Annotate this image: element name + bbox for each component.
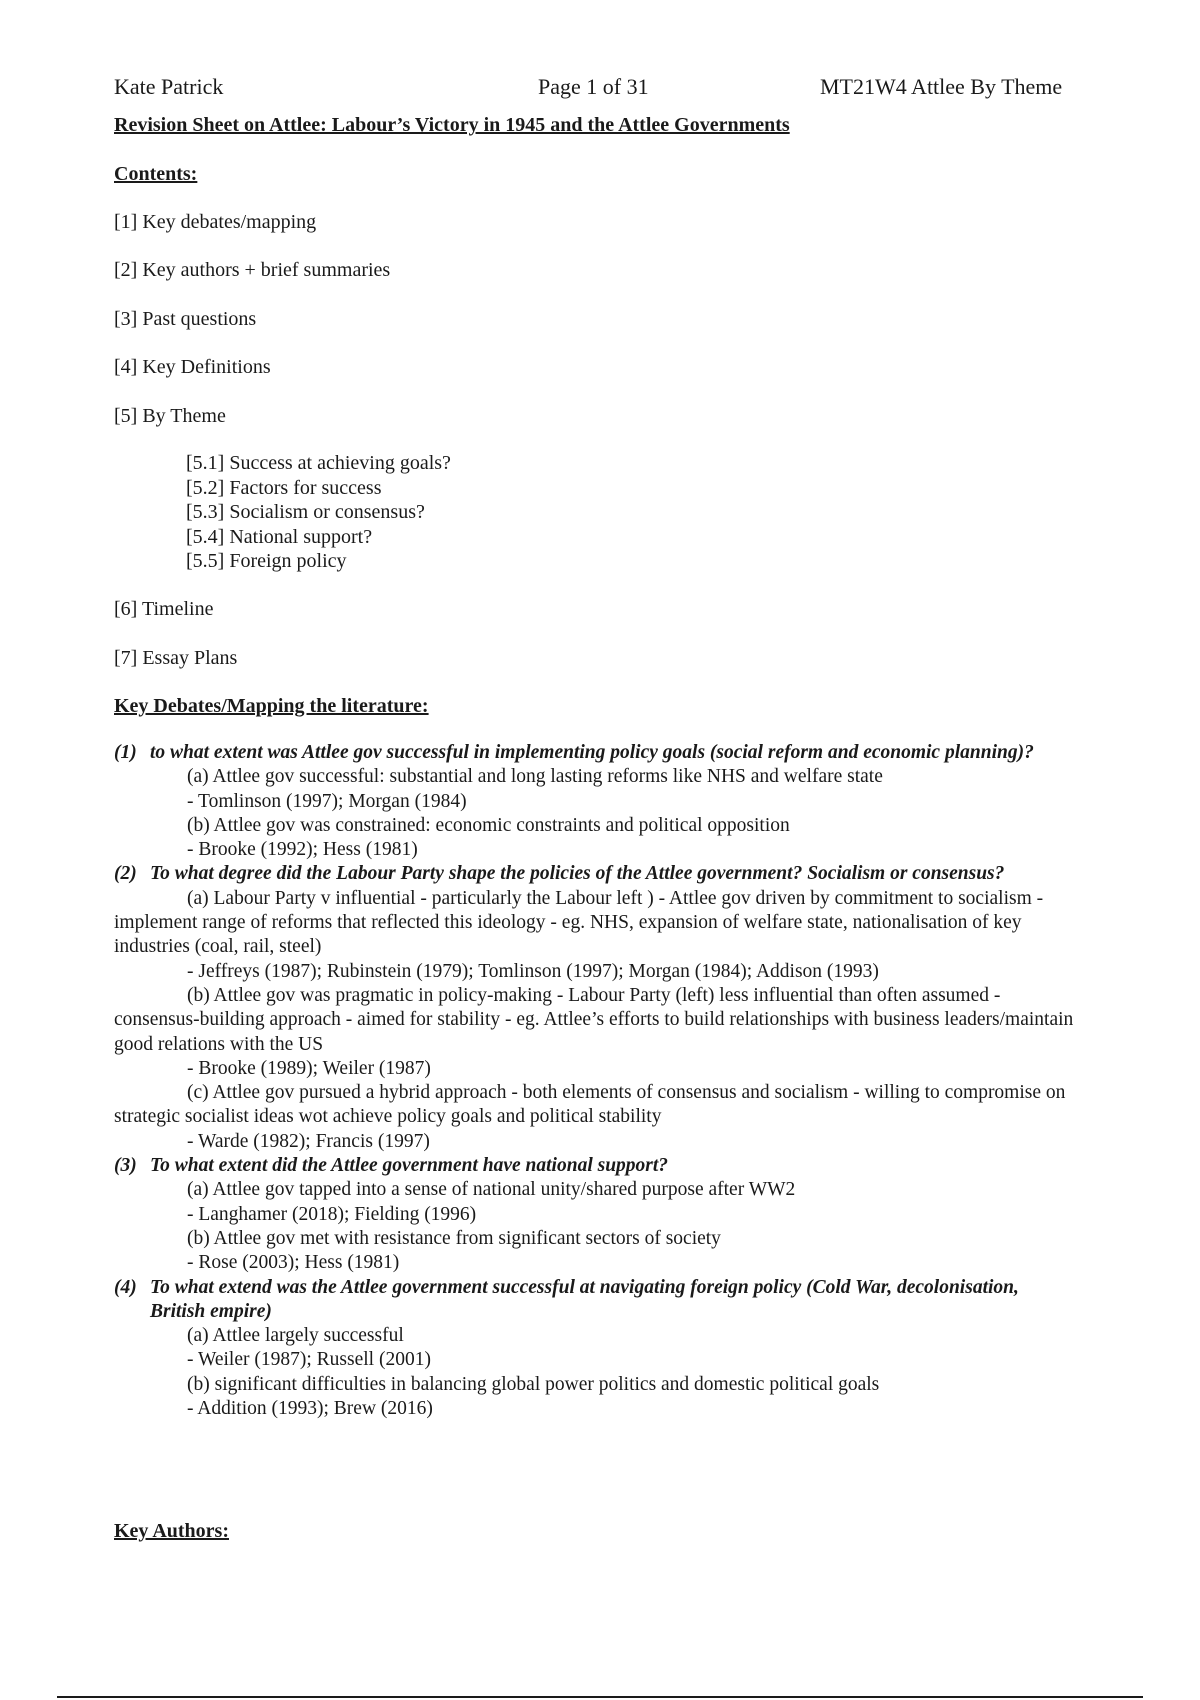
debate-question-4 xyxy=(114,1276,1074,1325)
debate-line: (a) Attlee gov successful: substantial and long lasting reforms like NHS and welfare state xyxy=(187,766,883,788)
debate-references: - Weiler (1987); Russell (2001) xyxy=(187,1349,431,1371)
debate-paragraph: (c) Attlee gov pursued a hybrid approach - both elements of consensus and socialism - willing to compromise on strategic socialist ideas wot achieve policy goals and political stability xyxy=(114,1082,1066,1128)
debate-references: - Jeffreys (1987); Rubinstein (1979); Tomlinson (1997); Morgan (1984); Addison (1993) xyxy=(187,960,879,982)
debate-question-1 xyxy=(114,741,1074,765)
debate-references: - Tomlinson (1997); Morgan (1984) xyxy=(187,790,467,812)
debate-references: - Brooke (1992); Hess (1981) xyxy=(187,839,418,861)
debate-question-2 xyxy=(114,862,1074,886)
question-text: To what extent did the Attlee government have national support? xyxy=(150,1155,669,1177)
toc-item-key-debates: [1] Key debates/mapping xyxy=(114,211,317,233)
debate-line: (a) Attlee largely successful xyxy=(187,1325,404,1347)
question-number: (1) xyxy=(114,742,137,763)
question-number: (2) xyxy=(114,863,137,885)
key-debates-heading: Key Debates/Mapping the literature: xyxy=(114,695,429,717)
toc-item-past-questions: [3] Past questions xyxy=(114,308,257,330)
toc-subitem-factors-success: [5.2] Factors for success xyxy=(186,476,382,499)
toc-subitem-success-goals: [5.1] Success at achieving goals? xyxy=(186,452,451,474)
debate-line: (a) Attlee gov tapped into a sense of national unity/shared purpose after WW2 xyxy=(187,1179,796,1201)
question-number: (4) xyxy=(114,1276,137,1298)
question-text: To what extend was the Attlee government successful at navigating foreign policy (Cold War, decolonisation, British empire) xyxy=(150,1276,1019,1322)
toc-subitem-foreign-policy: [5.5] Foreign policy xyxy=(186,550,347,572)
bottom-divider xyxy=(57,1696,1143,1698)
header-author: Kate Patrick xyxy=(114,74,224,99)
debate-references: - Rose (2003); Hess (1981) xyxy=(187,1252,400,1274)
question-number: (3) xyxy=(114,1155,137,1177)
toc-item-key-authors: [2] Key authors + brief summaries xyxy=(114,259,391,281)
key-authors-heading: Key Authors: xyxy=(114,1520,229,1542)
toc-item-essay-plans: [7] Essay Plans xyxy=(114,647,238,669)
debate-line: (b) Attlee gov met with resistance from significant sectors of society xyxy=(187,1227,721,1249)
toc-subitem-socialism-consensus: [5.3] Socialism or consensus? xyxy=(186,501,425,523)
contents-heading: Contents: xyxy=(114,163,198,185)
key-debates-list xyxy=(114,741,1074,1421)
document-title: Revision Sheet on Attlee: Labour’s Victory in 1945 and the Attlee Governments xyxy=(114,114,790,136)
debate-line: (b) Attlee gov was constrained: economic constraints and political opposition xyxy=(187,814,790,836)
toc-sublist-by-theme xyxy=(186,451,451,574)
debate-references: - Warde (1982); Francis (1997) xyxy=(187,1130,430,1152)
debate-references: - Addition (1993); Brew (2016) xyxy=(187,1398,433,1420)
debate-paragraph: (a) Labour Party v influential - particularly the Labour left ) - Attlee gov driven by commitment to socialism - implement range of reforms that reflected this ideology - eg. NHS, expansion of welfare state, nationalisation of key industries (coal, rail, steel) xyxy=(114,887,1044,958)
debate-line: (b) significant difficulties in balancing global power politics and domestic political goals xyxy=(187,1373,880,1395)
toc-item-key-definitions: [4] Key Definitions xyxy=(114,356,271,378)
debate-references: - Langhamer (2018); Fielding (1996) xyxy=(187,1203,477,1225)
debate-references: - Brooke (1989); Weiler (1987) xyxy=(187,1057,431,1079)
toc-item-by-theme: [5] By Theme xyxy=(114,405,226,427)
debate-paragraph: (b) Attlee gov was pragmatic in policy-making - Labour Party (left) less influential than often assumed - consensus-building approach - aimed for stability - eg. Attlee’s efforts to build relationships with business leaders/maintain good relations with the US xyxy=(114,984,1074,1055)
question-text: To what degree did the Labour Party shape the policies of the Attlee government? Socialism or consensus? xyxy=(150,863,1005,885)
toc-item-timeline: [6] Timeline xyxy=(114,598,214,620)
header-course-code: MT21W4 Attlee By Theme xyxy=(820,74,1063,99)
question-text: to what extent was Attlee gov successful in implementing policy goals (social reform and economic planning)? xyxy=(150,742,1034,763)
debate-question-3 xyxy=(114,1154,1074,1178)
header-page-number: Page 1 of 31 xyxy=(538,74,649,99)
toc-subitem-national-support: [5.4] National support? xyxy=(186,525,373,548)
